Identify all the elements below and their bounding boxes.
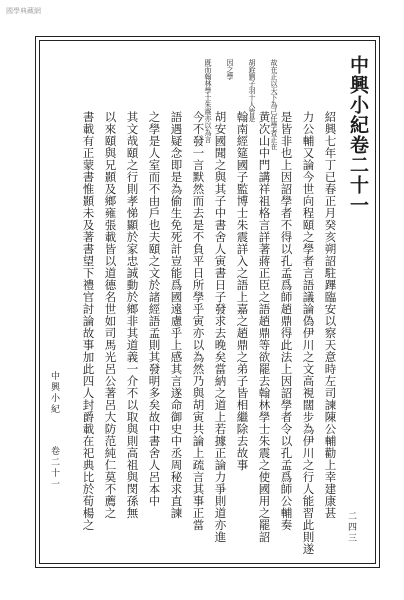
text-column: 今不發一言默然而去是不負平日所學乎寅亦以為然乃與胡寅共論上疏言其事正當 [191,111,206,531]
text-column: 其文哉頤之行則孝悌顯於家忠誠動於鄉非其道義一介不以取與則高祖與閔孫無 [125,111,140,519]
annotation-note: 因之學 [226,59,234,80]
text-column: 以來頤與兄顥及鄉雍張載皆以道德名世如司馬光呂公著呂大防范純仁莫不薦之 [103,111,118,519]
annotation-note: 既而翰林學士朱震亦以為言 [204,59,212,143]
watermark-stamp: 國學典藏網 [6,7,41,15]
text-column: 之學是人室而不由戶也夫頤之文於諸經語孟則其發明多矣故中書舍人呂本中 [147,111,162,507]
text-column: 力公輔又論今世向程頤之學者言語議論偽伊川之文高視闊步為伊川之行人能習此則遂 [301,111,316,555]
text-column: 胡安國聞之與其子中書舍人寅書日子發求去晚矣當納之道上若據正論力爭則道亦進 [213,111,228,543]
annotation-note: 故在正以天下為己任學者正在 [270,59,278,150]
inner-frame [39,40,376,564]
page-frame [35,36,380,568]
footer-page-number: 二四三 [346,511,356,544]
text-column: 是皆非也上因詔學者不得以孔孟爲師趙鼎得此法上因詔學者令以孔孟爲師公輔奏 [279,111,294,531]
text-column: 語遇疑念即是為偷生免死計豈能爲國遠慮乎上感其言遂命御史中丞周秘求直諫 [169,111,184,519]
footer-chapter: 卷二十一 [49,446,59,490]
text-column: 翰南經筵國子監博士朱震詳入之語上嘉之趙鼎之弟子皆相繼除去故事 [235,111,250,471]
footer-book-title: 中興小紀 [49,371,59,415]
text-column: 黄次山中門講祥祖格言詳著蔣正臣之語趙鼎等欲罷去翰林學士朱震之使國用之罷詔 [257,111,272,543]
text-column: 書載有正蒙書惟顥未及著書望下禮官討論故事加此四人封爵載在祀典比於荀楊之 [81,111,96,531]
text-column: 紹興七年丁已春正月癸亥朔詔駐蹕臨安以察天意時左司諫陳公輔勸上幸建康甚 [323,111,338,519]
annotation-note: 胡銓劉子羽十人皆是 [248,59,256,122]
chapter-title: 中興小紀卷二十一 [347,55,369,215]
